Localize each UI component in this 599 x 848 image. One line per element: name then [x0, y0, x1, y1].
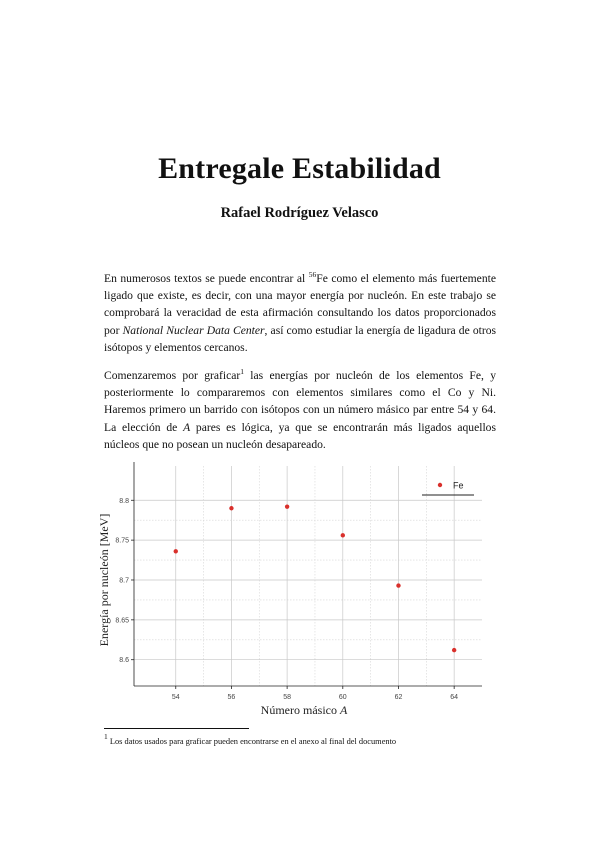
author-name: Rafael Rodríguez Velasco [220, 205, 379, 221]
chart-grid [134, 466, 482, 686]
method-text-c: pares es lógica, ya que se encontrarán más ligados aquellos núcleos que no posean un nucleón desapareado. [104, 420, 496, 451]
x-axis-label [261, 703, 348, 717]
binding-energy-figure [98, 460, 496, 722]
method-text-b: las energías por nucleón de los elementos Fe, y posteriormente lo compararemos con elementos similares como el Co y Ni. Haremos primero un barrido con isótopos con un número másico par entre 54 y 64. La elección de [104, 369, 496, 434]
legend-label: Fe [453, 480, 464, 491]
x-axis-variable: A [339, 703, 348, 717]
data-point [396, 583, 400, 587]
footnote-text: Los datos usados para graficar pueden encontrarse en el anexo al final del documento [109, 737, 397, 746]
intro-text-c: , así como estudiar la energía de ligadura de otros isótopos y elementos cercanos. [104, 323, 497, 354]
chart-legend [422, 481, 474, 496]
intro-text-a: En numerosos textos se puede encontrar al [104, 272, 309, 285]
legend-marker [438, 483, 442, 487]
footnote-divider [104, 728, 249, 729]
binding-energy-chart [98, 460, 496, 722]
footnote-mark: 1 [104, 732, 108, 741]
data-point [341, 533, 345, 537]
isotope-symbol: Fe [316, 272, 328, 285]
y-tick-label: 8.7 [119, 577, 129, 585]
data-point [229, 506, 233, 510]
intro-text-b: como el elemento más fuertemente ligado que existe, es decir, con una mayor energía por nucleón. En este trabajo se comprobará la veracidad de esta afirmación consultando los datos proporcionados por [104, 272, 496, 337]
paragraph-intro [104, 270, 496, 356]
footnote [104, 732, 504, 747]
data-point [285, 504, 289, 508]
x-axis-label-text: Número másico [260, 703, 337, 717]
method-text-a: Comenzaremos por graficar [104, 369, 241, 382]
x-tick-label: 64 [450, 694, 459, 701]
x-tick-label: 54 [171, 694, 180, 701]
x-tick-label: 60 [338, 694, 347, 701]
x-tick-label: 58 [283, 694, 292, 701]
x-tick-label: 56 [227, 694, 236, 701]
y-tick-label: 8.75 [115, 537, 129, 545]
paragraph-method [104, 367, 496, 453]
y-tick-label: 8.65 [115, 617, 129, 625]
mass-number-variable: A [183, 420, 191, 434]
data-source-name: National Nuclear Data Center [122, 323, 265, 337]
x-tick-label: 62 [394, 694, 403, 701]
data-point [452, 648, 456, 652]
y-tick-label: 8.6 [119, 657, 129, 665]
data-point [174, 549, 178, 553]
paper-title: Entregale Estabilidad [158, 152, 441, 185]
y-tick-label: 8.8 [119, 497, 129, 505]
axis-ticks [115, 498, 458, 701]
y-axis-label: Energía por nucleón [MeV] [97, 513, 111, 647]
footnote-reference[interactable]: 1 [240, 367, 244, 376]
isotope-mass-number: 56 [308, 270, 317, 279]
